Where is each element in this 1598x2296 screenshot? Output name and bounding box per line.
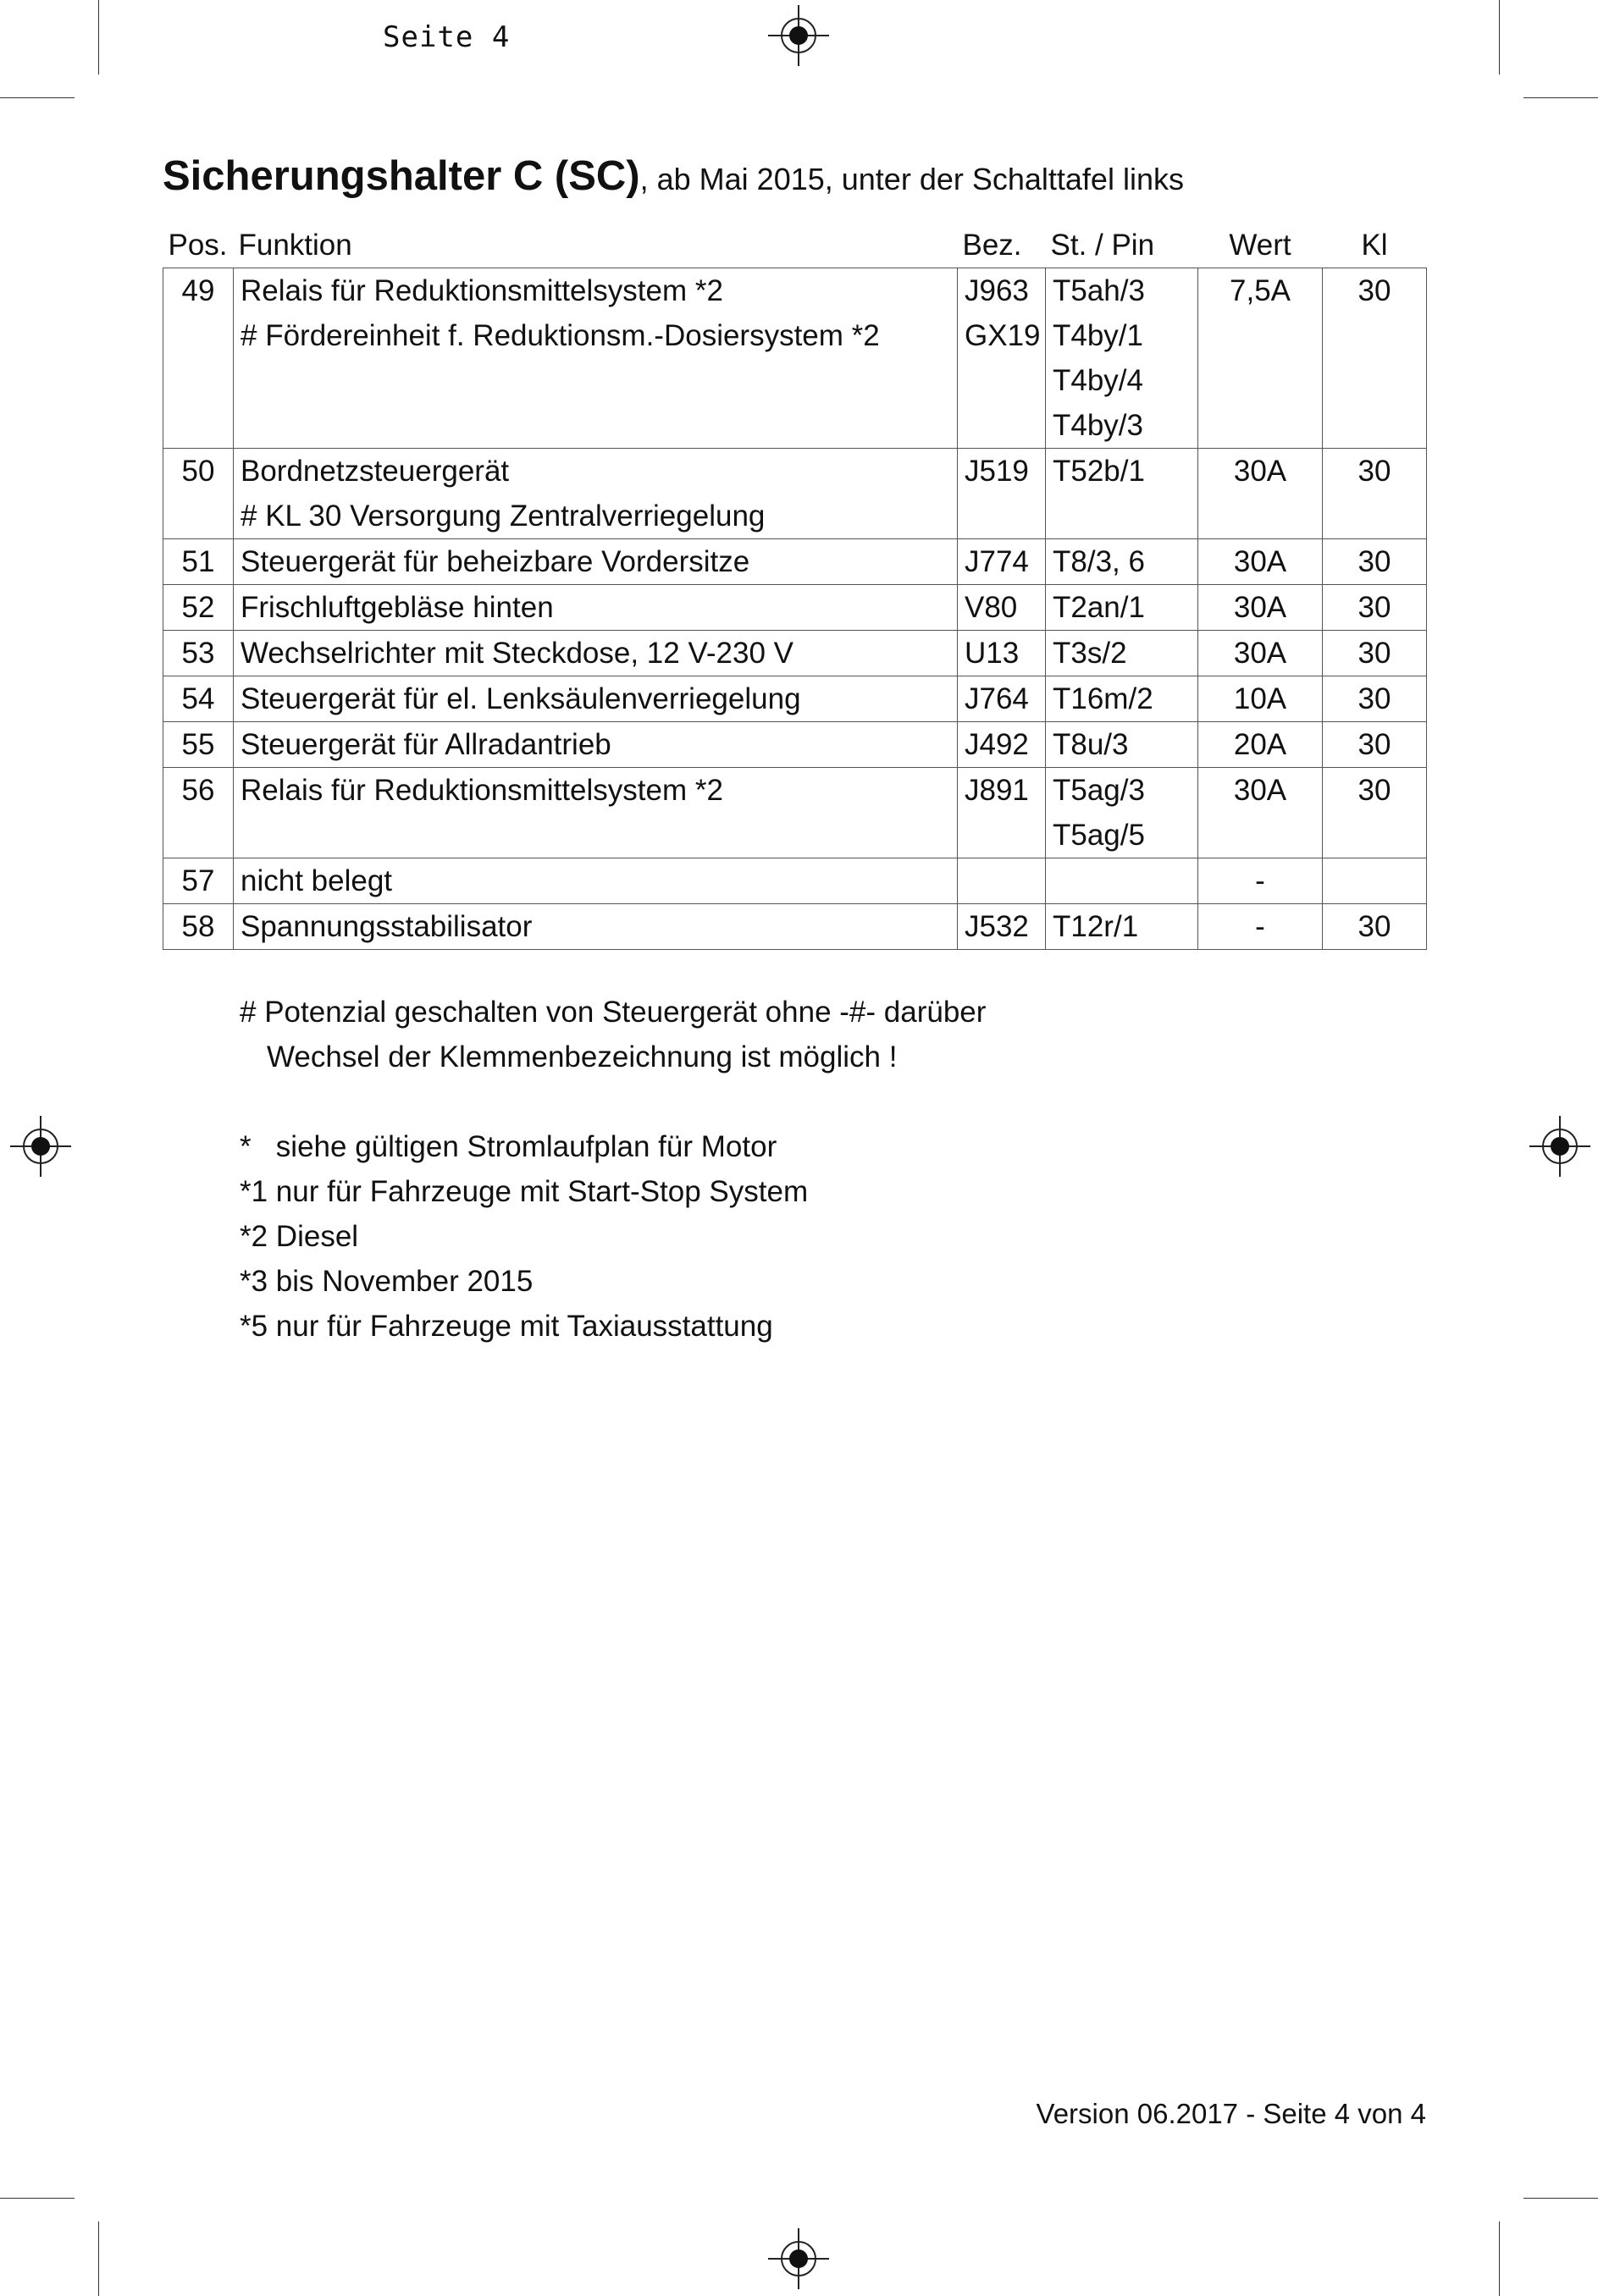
table-row [163, 268, 1427, 449]
cell-bez-line: V80 [965, 591, 1018, 624]
cell-pin [1046, 722, 1198, 768]
cell-kl: 30 [1323, 268, 1427, 449]
cell-kl: 30 [1323, 539, 1427, 585]
cell-pin-line: T8/3, 6 [1053, 545, 1145, 578]
spacer [240, 1079, 986, 1124]
cell-pin-line: T52b/1 [1053, 455, 1145, 488]
cell-bez [958, 585, 1046, 631]
cell-pos: 53 [163, 631, 234, 676]
footnote: * siehe gültigen Stromlaufplan für Motor [240, 1130, 777, 1163]
hash-note: # Potenzial geschalten von Steuergerät ohne -#- darüber [240, 996, 987, 1029]
cell-pin-line: T8u/3 [1053, 728, 1129, 761]
column-header-bez: Bez. [962, 229, 1022, 262]
cell-funktion [234, 539, 958, 585]
registration-mark-icon [768, 2228, 829, 2289]
cell-pin-line: T16m/2 [1053, 682, 1153, 715]
cell-pin [1046, 904, 1198, 950]
cell-bez-line: J492 [965, 728, 1029, 761]
cell-pos: 51 [163, 539, 234, 585]
table-body [163, 268, 1427, 950]
crop-mark [98, 2221, 99, 2296]
crop-mark [98, 0, 99, 75]
cell-funktion [234, 585, 958, 631]
crop-mark [1499, 0, 1500, 75]
table-row [163, 904, 1427, 950]
cell-bez-line: J519 [965, 455, 1029, 488]
cell-pos: 56 [163, 768, 234, 858]
cell-funktion-line: Steuergerät für el. Lenksäulenverriegelung [241, 682, 801, 715]
cell-bez-line: J963 [965, 274, 1029, 307]
cell-funktion [234, 858, 958, 904]
cell-kl: 30 [1323, 904, 1427, 950]
cell-pin [1046, 676, 1198, 722]
cell-pos: 55 [163, 722, 234, 768]
cell-funktion [234, 631, 958, 676]
cell-pin [1046, 539, 1198, 585]
cell-pin-line: T5ah/3 [1053, 274, 1145, 307]
registration-mark-icon [10, 1116, 71, 1177]
cell-pin [1046, 631, 1198, 676]
cell-bez [958, 539, 1046, 585]
cell-bez [958, 722, 1046, 768]
crop-mark [1523, 97, 1598, 98]
cell-wert: 30A [1198, 768, 1323, 858]
cell-kl: 30 [1323, 585, 1427, 631]
page-label: Seite 4 [383, 20, 511, 54]
cell-wert: 20A [1198, 722, 1323, 768]
cell-bez [958, 631, 1046, 676]
cell-bez-line: J764 [965, 682, 1029, 715]
crop-mark [0, 2198, 75, 2199]
cell-funktion [234, 768, 958, 858]
cell-funktion [234, 268, 958, 449]
cell-pin [1046, 768, 1198, 858]
cell-funktion [234, 904, 958, 950]
table-row [163, 722, 1427, 768]
column-header-pos: Pos. [168, 229, 228, 262]
cell-pin-line: T4by/4 [1053, 364, 1143, 397]
hash-note-continuation: Wechsel der Klemmenbezeichnung ist möglich ! [267, 1040, 898, 1073]
cell-funktion [234, 722, 958, 768]
cell-wert: 30A [1198, 539, 1323, 585]
cell-wert: 7,5A [1198, 268, 1323, 449]
cell-funktion-line: Wechselrichter mit Steckdose, 12 V-230 V [241, 637, 793, 670]
cell-kl: 30 [1323, 768, 1427, 858]
title-sub: , ab Mai 2015, unter der Schalttafel links [639, 162, 1184, 196]
cell-bez [958, 858, 1046, 904]
cell-bez-line: J532 [965, 910, 1029, 943]
table-row [163, 631, 1427, 676]
cell-bez-line: J891 [965, 774, 1029, 807]
registration-mark-icon [768, 5, 829, 66]
cell-funktion-line: Frischluftgebläse hinten [241, 591, 554, 624]
table-row [163, 449, 1427, 539]
cell-kl [1323, 858, 1427, 904]
column-header-kl: Kl [1361, 229, 1388, 262]
cell-funktion-line: Relais für Reduktionsmittelsystem *2 [241, 274, 723, 307]
cell-bez [958, 449, 1046, 539]
crop-mark [1523, 2198, 1598, 2199]
cell-bez [958, 268, 1046, 449]
notes-section [240, 990, 986, 1349]
cell-kl: 30 [1323, 722, 1427, 768]
cell-pin-line: T2an/1 [1053, 591, 1145, 624]
table-row [163, 768, 1427, 858]
crop-mark [0, 97, 75, 98]
cell-pos: 58 [163, 904, 234, 950]
cell-pin-line: T5ag/3 [1053, 774, 1145, 807]
table-row [163, 585, 1427, 631]
footnote: *2 Diesel [240, 1220, 359, 1253]
footnote: *1 nur für Fahrzeuge mit Start-Stop System [240, 1175, 809, 1208]
cell-pin [1046, 268, 1198, 449]
cell-pin-line: T3s/2 [1053, 637, 1127, 670]
cell-pin-line: T5ag/5 [1053, 819, 1145, 852]
cell-wert: - [1198, 904, 1323, 950]
footer-version: Version 06.2017 - Seite 4 von 4 [1036, 2098, 1426, 2129]
cell-pos: 57 [163, 858, 234, 904]
title-main: Sicherungshalter C (SC) [163, 153, 640, 199]
cell-pin-line: T4by/3 [1053, 409, 1143, 442]
cell-funktion [234, 449, 958, 539]
cell-funktion-line: Steuergerät für Allradantrieb [241, 728, 611, 761]
cell-wert: 30A [1198, 631, 1323, 676]
cell-wert: - [1198, 858, 1323, 904]
cell-bez-line: U13 [965, 637, 1020, 670]
cell-pin [1046, 858, 1198, 904]
cell-pos: 54 [163, 676, 234, 722]
cell-bez-line: GX19 [965, 319, 1041, 352]
cell-pin-line: T12r/1 [1053, 910, 1139, 943]
cell-bez [958, 904, 1046, 950]
table-header-row [163, 223, 1427, 268]
cell-kl: 30 [1323, 631, 1427, 676]
cell-funktion-line: Bordnetzsteuergerät [241, 455, 510, 488]
column-header-funktion: Funktion [238, 229, 352, 262]
page-title [163, 152, 1184, 200]
cell-bez-line: J774 [965, 545, 1029, 578]
cell-pos: 49 [163, 268, 234, 449]
cell-pin [1046, 449, 1198, 539]
registration-mark-icon [1529, 1116, 1590, 1177]
cell-wert: 30A [1198, 585, 1323, 631]
cell-funktion-line: Steuergerät für beheizbare Vordersitze [241, 545, 750, 578]
cell-pin-line: T4by/1 [1053, 319, 1143, 352]
cell-kl: 30 [1323, 676, 1427, 722]
column-header-pin: St. / Pin [1050, 229, 1155, 262]
crop-mark [1499, 2221, 1500, 2296]
cell-funktion-line: Relais für Reduktionsmittelsystem *2 [241, 774, 723, 807]
cell-kl: 30 [1323, 449, 1427, 539]
footnote: *3 bis November 2015 [240, 1265, 534, 1298]
cell-bez [958, 768, 1046, 858]
cell-pin [1046, 585, 1198, 631]
cell-funktion [234, 676, 958, 722]
table-row [163, 539, 1427, 585]
cell-funktion-line: nicht belegt [241, 864, 393, 897]
cell-wert: 10A [1198, 676, 1323, 722]
cell-funktion-line: # Fördereinheit f. Reduktionsm.-Dosiersystem *2 [241, 319, 880, 352]
cell-bez [958, 676, 1046, 722]
column-header-wert: Wert [1229, 229, 1291, 262]
cell-pos: 52 [163, 585, 234, 631]
cell-funktion-line: Spannungsstabilisator [241, 910, 533, 943]
cell-funktion-line: # KL 30 Versorgung Zentralverriegelung [241, 499, 766, 533]
table-row [163, 676, 1427, 722]
fuse-table [163, 223, 1427, 950]
cell-pos: 50 [163, 449, 234, 539]
footnote: *5 nur für Fahrzeuge mit Taxiausstattung [240, 1310, 773, 1343]
cell-wert: 30A [1198, 449, 1323, 539]
table-row [163, 858, 1427, 904]
